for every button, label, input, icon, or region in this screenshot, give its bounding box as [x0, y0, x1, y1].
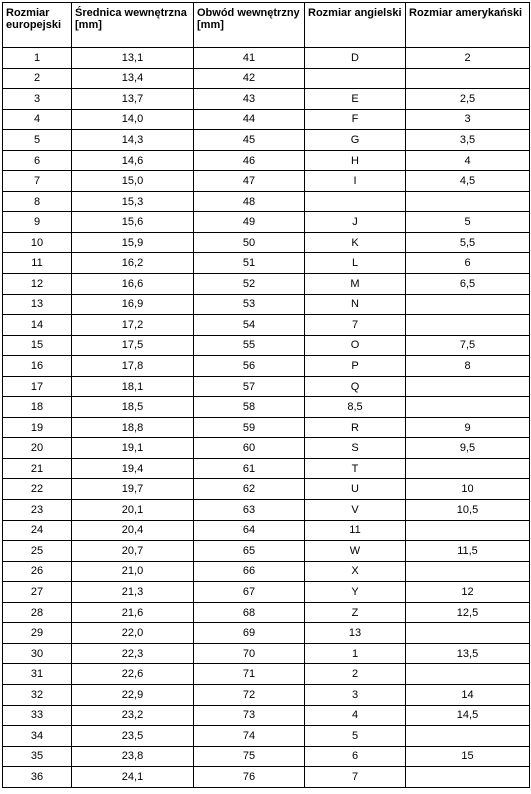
col-english-size-cell: K [305, 232, 406, 253]
col-american-size-cell [406, 664, 530, 685]
col-european-size-cell: 20 [3, 438, 72, 459]
col-english-size-cell: 11 [305, 520, 406, 541]
col-european-size-cell: 23 [3, 500, 72, 521]
table-row [3, 397, 530, 418]
col-european-size-cell: 18 [3, 397, 72, 418]
col-inner-circumference-cell: 44 [194, 109, 305, 130]
col-inner-circumference-cell: 64 [194, 520, 305, 541]
table-row [3, 253, 530, 274]
col-english-size-cell: 6 [305, 746, 406, 767]
table-row [3, 541, 530, 562]
col-english-size-cell: 7 [305, 315, 406, 336]
col-english-size-cell: 5 [305, 726, 406, 747]
col-english-size-cell: 3 [305, 684, 406, 705]
col-english-size-cell: V [305, 500, 406, 521]
table-row [3, 232, 530, 253]
col-american-size-cell: 3,5 [406, 130, 530, 151]
col-english-size-cell: P [305, 356, 406, 377]
col-english-size-cell: N [305, 294, 406, 315]
col-american-size-cell [406, 294, 530, 315]
col-english-size-cell: R [305, 417, 406, 438]
col-american-size-cell [406, 767, 530, 788]
col-european-size-cell: 8 [3, 191, 72, 212]
table-row [3, 561, 530, 582]
col-english-size-cell: L [305, 253, 406, 274]
col-european-size-cell: 2 [3, 68, 72, 89]
col-european-size-cell: 27 [3, 582, 72, 603]
col-english-size-cell: W [305, 541, 406, 562]
col-inner-diameter-cell: 16,6 [72, 274, 194, 295]
col-inner-circumference-cell: 66 [194, 561, 305, 582]
table-body [3, 48, 530, 788]
col-american-size-cell: 5,5 [406, 232, 530, 253]
col-american-size-cell: 6,5 [406, 274, 530, 295]
table-header [3, 3, 530, 48]
col-inner-diameter-cell: 17,5 [72, 335, 194, 356]
col-european-size-cell: 11 [3, 253, 72, 274]
col-inner-circumference-cell: 50 [194, 232, 305, 253]
col-inner-circumference-header: Obwód wewnętrzny [mm] [194, 3, 305, 48]
col-european-size-cell: 22 [3, 479, 72, 500]
col-english-size-cell: M [305, 274, 406, 295]
col-english-size-cell: 13 [305, 623, 406, 644]
table-row [3, 212, 530, 233]
col-inner-diameter-cell: 18,5 [72, 397, 194, 418]
table-row [3, 520, 530, 541]
col-english-size-cell: Q [305, 376, 406, 397]
col-american-size-cell [406, 191, 530, 212]
col-american-size-cell: 14,5 [406, 705, 530, 726]
col-european-size-cell: 7 [3, 171, 72, 192]
col-inner-diameter-cell: 23,8 [72, 746, 194, 767]
col-inner-circumference-cell: 63 [194, 500, 305, 521]
col-american-size-cell: 6 [406, 253, 530, 274]
col-american-size-cell: 4,5 [406, 171, 530, 192]
col-inner-circumference-cell: 46 [194, 150, 305, 171]
col-american-size-cell [406, 561, 530, 582]
table-row [3, 602, 530, 623]
col-inner-diameter-cell: 15,9 [72, 232, 194, 253]
table-row [3, 191, 530, 212]
table-row [3, 376, 530, 397]
col-inner-diameter-cell: 22,6 [72, 664, 194, 685]
col-european-size-cell: 34 [3, 726, 72, 747]
col-english-size-cell: 2 [305, 664, 406, 685]
col-inner-circumference-cell: 60 [194, 438, 305, 459]
col-inner-circumference-cell: 53 [194, 294, 305, 315]
col-inner-diameter-cell: 19,7 [72, 479, 194, 500]
col-inner-diameter-cell: 18,8 [72, 417, 194, 438]
table-row [3, 438, 530, 459]
table-row [3, 726, 530, 747]
table-row [3, 335, 530, 356]
table-row [3, 130, 530, 151]
table-row [3, 356, 530, 377]
col-american-size-cell [406, 520, 530, 541]
col-european-size-cell: 3 [3, 89, 72, 110]
table-row [3, 109, 530, 130]
col-american-size-cell: 15 [406, 746, 530, 767]
col-american-size-cell: 9,5 [406, 438, 530, 459]
col-european-size-cell: 4 [3, 109, 72, 130]
col-american-size-cell [406, 458, 530, 479]
col-english-size-cell: G [305, 130, 406, 151]
col-inner-circumference-cell: 47 [194, 171, 305, 192]
col-american-size-cell: 5 [406, 212, 530, 233]
col-european-size-cell: 6 [3, 150, 72, 171]
col-european-size-cell: 31 [3, 664, 72, 685]
table-row [3, 417, 530, 438]
col-english-size-cell: S [305, 438, 406, 459]
col-inner-circumference-cell: 59 [194, 417, 305, 438]
col-american-size-cell: 12,5 [406, 602, 530, 623]
col-inner-diameter-cell: 19,1 [72, 438, 194, 459]
col-european-size-cell: 21 [3, 458, 72, 479]
col-inner-diameter-cell: 20,4 [72, 520, 194, 541]
col-inner-circumference-cell: 58 [194, 397, 305, 418]
table-row [3, 479, 530, 500]
col-american-size-cell: 10,5 [406, 500, 530, 521]
col-english-size-cell: J [305, 212, 406, 233]
col-english-size-cell: X [305, 561, 406, 582]
col-inner-circumference-cell: 41 [194, 48, 305, 69]
col-english-size-cell: U [305, 479, 406, 500]
table-row [3, 767, 530, 788]
col-inner-diameter-cell: 19,4 [72, 458, 194, 479]
col-english-size-header: Rozmiar angielski [305, 3, 406, 48]
col-inner-diameter-cell: 18,1 [72, 376, 194, 397]
table-row [3, 171, 530, 192]
col-american-size-cell [406, 397, 530, 418]
col-european-size-cell: 36 [3, 767, 72, 788]
col-american-size-cell: 9 [406, 417, 530, 438]
col-european-size-cell: 28 [3, 602, 72, 623]
col-inner-diameter-cell: 20,1 [72, 500, 194, 521]
col-european-size-cell: 35 [3, 746, 72, 767]
col-european-size-cell: 30 [3, 643, 72, 664]
col-american-size-cell: 13,5 [406, 643, 530, 664]
col-american-size-cell: 3 [406, 109, 530, 130]
col-english-size-cell: F [305, 109, 406, 130]
col-inner-diameter-cell: 13,7 [72, 89, 194, 110]
col-inner-diameter-cell: 17,8 [72, 356, 194, 377]
col-inner-diameter-cell: 15,3 [72, 191, 194, 212]
col-english-size-cell: 8,5 [305, 397, 406, 418]
col-european-size-cell: 33 [3, 705, 72, 726]
col-english-size-cell: D [305, 48, 406, 69]
col-inner-diameter-cell: 15,6 [72, 212, 194, 233]
col-european-size-cell: 9 [3, 212, 72, 233]
col-inner-circumference-cell: 51 [194, 253, 305, 274]
col-inner-diameter-cell: 22,3 [72, 643, 194, 664]
col-inner-circumference-cell: 67 [194, 582, 305, 603]
col-inner-circumference-cell: 72 [194, 684, 305, 705]
table-row [3, 705, 530, 726]
col-american-size-cell: 11,5 [406, 541, 530, 562]
col-american-size-cell: 12 [406, 582, 530, 603]
col-european-size-cell: 26 [3, 561, 72, 582]
col-english-size-cell: T [305, 458, 406, 479]
col-european-size-cell: 17 [3, 376, 72, 397]
table-row [3, 643, 530, 664]
col-inner-circumference-cell: 62 [194, 479, 305, 500]
col-inner-circumference-cell: 69 [194, 623, 305, 644]
col-european-size-cell: 19 [3, 417, 72, 438]
table-row [3, 150, 530, 171]
table-row [3, 68, 530, 89]
col-inner-diameter-cell: 14,6 [72, 150, 194, 171]
col-inner-diameter-cell: 24,1 [72, 767, 194, 788]
col-inner-diameter-cell: 21,6 [72, 602, 194, 623]
col-european-size-cell: 14 [3, 315, 72, 336]
col-english-size-cell: Z [305, 602, 406, 623]
col-english-size-cell: 7 [305, 767, 406, 788]
col-inner-circumference-cell: 54 [194, 315, 305, 336]
col-inner-circumference-cell: 49 [194, 212, 305, 233]
col-european-size-cell: 5 [3, 130, 72, 151]
col-european-size-cell: 24 [3, 520, 72, 541]
col-inner-circumference-cell: 74 [194, 726, 305, 747]
col-inner-circumference-cell: 71 [194, 664, 305, 685]
col-american-size-cell [406, 376, 530, 397]
col-inner-diameter-cell: 23,2 [72, 705, 194, 726]
col-inner-diameter-cell: 14,3 [72, 130, 194, 151]
col-european-size-header: Rozmiar europejski [3, 3, 72, 48]
col-inner-diameter-cell: 21,3 [72, 582, 194, 603]
col-inner-circumference-cell: 57 [194, 376, 305, 397]
col-inner-diameter-cell: 14,0 [72, 109, 194, 130]
table-row [3, 684, 530, 705]
col-european-size-cell: 13 [3, 294, 72, 315]
col-inner-diameter-cell: 22,0 [72, 623, 194, 644]
col-european-size-cell: 32 [3, 684, 72, 705]
col-inner-diameter-cell: 21,0 [72, 561, 194, 582]
col-inner-circumference-cell: 42 [194, 68, 305, 89]
col-american-size-cell: 2,5 [406, 89, 530, 110]
col-american-size-cell: 10 [406, 479, 530, 500]
table-row [3, 664, 530, 685]
col-inner-diameter-cell: 23,5 [72, 726, 194, 747]
table-row [3, 48, 530, 69]
table-row [3, 746, 530, 767]
col-inner-diameter-cell: 22,9 [72, 684, 194, 705]
col-inner-circumference-cell: 76 [194, 767, 305, 788]
col-european-size-cell: 29 [3, 623, 72, 644]
col-inner-circumference-cell: 52 [194, 274, 305, 295]
table-header-row [3, 3, 530, 48]
col-inner-circumference-cell: 73 [194, 705, 305, 726]
col-english-size-cell: E [305, 89, 406, 110]
col-inner-circumference-cell: 75 [194, 746, 305, 767]
col-european-size-cell: 15 [3, 335, 72, 356]
col-english-size-cell: H [305, 150, 406, 171]
col-inner-circumference-cell: 70 [194, 643, 305, 664]
col-inner-diameter-cell: 16,9 [72, 294, 194, 315]
table-row [3, 458, 530, 479]
col-inner-diameter-cell: 15,0 [72, 171, 194, 192]
col-european-size-cell: 25 [3, 541, 72, 562]
col-english-size-cell: Y [305, 582, 406, 603]
col-inner-diameter-cell: 16,2 [72, 253, 194, 274]
col-english-size-cell: 4 [305, 705, 406, 726]
col-american-size-cell: 7,5 [406, 335, 530, 356]
col-english-size-cell: I [305, 171, 406, 192]
col-european-size-cell: 10 [3, 232, 72, 253]
col-english-size-cell [305, 68, 406, 89]
col-american-size-cell: 2 [406, 48, 530, 69]
col-inner-circumference-cell: 55 [194, 335, 305, 356]
col-inner-diameter-cell: 17,2 [72, 315, 194, 336]
col-inner-circumference-cell: 65 [194, 541, 305, 562]
col-english-size-cell: 1 [305, 643, 406, 664]
col-inner-diameter-cell: 13,4 [72, 68, 194, 89]
col-european-size-cell: 16 [3, 356, 72, 377]
col-american-size-cell: 4 [406, 150, 530, 171]
col-european-size-cell: 1 [3, 48, 72, 69]
table-row [3, 274, 530, 295]
col-inner-circumference-cell: 56 [194, 356, 305, 377]
col-american-size-header: Rozmiar amerykański [406, 3, 530, 48]
col-american-size-cell [406, 68, 530, 89]
table-row [3, 315, 530, 336]
table-row [3, 89, 530, 110]
col-inner-diameter-cell: 20,7 [72, 541, 194, 562]
col-english-size-cell [305, 191, 406, 212]
col-inner-circumference-cell: 45 [194, 130, 305, 151]
col-european-size-cell: 12 [3, 274, 72, 295]
col-inner-circumference-cell: 48 [194, 191, 305, 212]
table-row [3, 294, 530, 315]
table-row [3, 500, 530, 521]
ring-size-table [2, 2, 530, 788]
col-american-size-cell [406, 623, 530, 644]
col-inner-circumference-cell: 61 [194, 458, 305, 479]
col-inner-diameter-header: Średnica wewnętrzna [mm] [72, 3, 194, 48]
table-row [3, 623, 530, 644]
col-american-size-cell [406, 726, 530, 747]
col-american-size-cell: 14 [406, 684, 530, 705]
col-english-size-cell: O [305, 335, 406, 356]
col-american-size-cell: 8 [406, 356, 530, 377]
table-row [3, 582, 530, 603]
col-inner-circumference-cell: 43 [194, 89, 305, 110]
col-inner-circumference-cell: 68 [194, 602, 305, 623]
col-american-size-cell [406, 315, 530, 336]
col-inner-diameter-cell: 13,1 [72, 48, 194, 69]
